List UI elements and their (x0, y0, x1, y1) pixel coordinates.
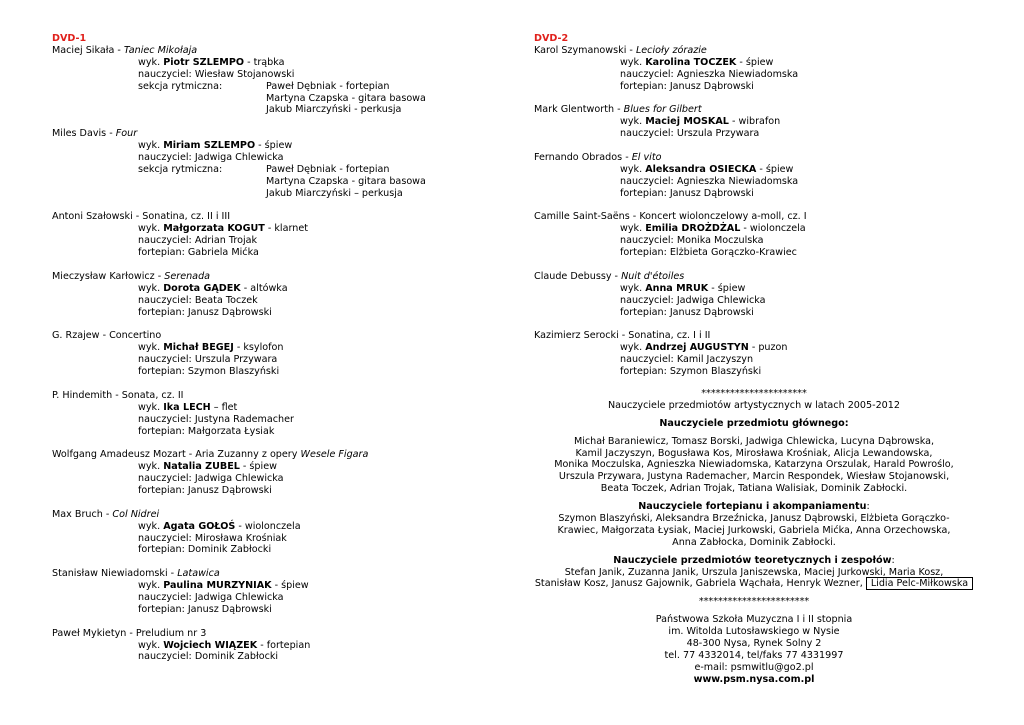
composer: Fernando Obrados - (534, 152, 632, 164)
teacher-line (534, 188, 974, 200)
spacer (534, 318, 974, 330)
dvd2-title: DVD-2 (534, 33, 569, 44)
performer-name: Agata GOŁOŚ (163, 520, 236, 532)
teacher-names-line: Kamil Jaczyszyn, Bogusława Kos, Mirosława Krośniak, Alicja Lewandowska, (575, 447, 933, 459)
spacer (52, 116, 492, 128)
rhythm-section-line (52, 176, 492, 188)
teacher-line (534, 295, 974, 307)
spacer (52, 556, 492, 568)
theory-heading-text: Nauczyciele przedmiotów teoretycznych i zespołów (613, 554, 892, 566)
teacher-line (52, 295, 492, 307)
performer-line (52, 580, 492, 592)
rhythm-section-member: Jakub Miarczyński - perkusja (266, 104, 402, 116)
performer-name: Anna MRUK (645, 282, 709, 294)
teacher-text: nauczyciel: Jadwiga Chlewicka (138, 473, 284, 485)
main-teachers-list (534, 436, 974, 495)
performer-instrument: - śpiew (756, 163, 794, 175)
piece-title (52, 271, 492, 283)
performer-prefix: wyk. (138, 461, 164, 473)
performer-prefix: wyk. (138, 639, 164, 651)
rhythm-section-line (52, 164, 492, 176)
piece-title (52, 568, 492, 580)
dvd2-column (534, 33, 974, 686)
teacher-line (534, 354, 974, 366)
performer-instrument: - śpiew (255, 140, 293, 152)
program-item (534, 271, 974, 330)
teacher-text: nauczyciel: Jadwiga Chlewicka (138, 591, 284, 603)
performer-instrument: - śpiew (239, 461, 277, 473)
piece-title (534, 330, 974, 342)
teacher-line (534, 81, 974, 93)
address-line: im. Witolda Lutosławskiego w Nysie (668, 626, 840, 638)
performer-prefix: wyk. (620, 56, 646, 68)
teacher-names-line: Krawiec, Małgorzata Łysiak, Maciej Jurkowski, Gabriela Mićka, Anna Orzechowska, (557, 524, 951, 536)
spacer (52, 497, 492, 509)
work-title: Wesele Figara (300, 449, 369, 461)
dvd1-program (52, 45, 492, 663)
performer-prefix: wyk. (138, 580, 164, 592)
teacher-names-line: Michał Baraniewicz, Tomasz Borski, Jadwiga Chlewicka, Lucyna Dąbrowska, (573, 435, 935, 447)
performer-instrument: - puzon (748, 342, 788, 354)
performer-line (534, 223, 974, 235)
performer-instrument: - śpiew (736, 56, 774, 68)
work-title: Lecioły zórazie (635, 45, 707, 56)
composer: Kazimierz Serocki - Sonatina, cz. I i II (534, 330, 711, 342)
performer-instrument: - wiolonczela (740, 223, 806, 235)
program-item (52, 330, 492, 389)
highlighted-name-box: Lidia Pelc-Miłkowska (866, 577, 973, 590)
rhythm-section-line (52, 188, 492, 200)
performer-prefix: wyk. (138, 520, 164, 532)
program-item (52, 449, 492, 508)
program-item (52, 271, 492, 330)
program-item (52, 568, 492, 627)
spacer (52, 378, 492, 390)
work-title: Blues for Gilbert (623, 104, 702, 116)
teacher-line (52, 533, 492, 545)
performer-name: Karolina TOCZEK (645, 56, 737, 68)
performer-line (52, 283, 492, 295)
piece-title (52, 45, 492, 57)
teacher-text: fortepian: Dominik Zabłocki (138, 544, 272, 556)
main-teachers-heading: Nauczyciele przedmiotu głównego: (659, 417, 849, 429)
composer: Miles Davis - (52, 128, 116, 140)
performer-name: Andrzej AUGUSTYN (645, 342, 749, 354)
teacher-text: fortepian: Janusz Dąbrowski (138, 603, 272, 615)
teacher-names-line: Szymon Blaszyński, Aleksandra Brzeźnicka, Janusz Dąbrowski, Elżbieta Gorączko- (558, 512, 950, 524)
performer-prefix: wyk. (138, 401, 164, 413)
teacher-line (534, 366, 974, 378)
performer-line (534, 57, 974, 69)
theory-line-1: Stefan Janik, Zuzanna Janik, Urszula Janiszewska, Maciej Jurkowski, Maria Kosz, (564, 566, 944, 578)
teacher-text: fortepian: Gabriela Mićka (138, 247, 259, 259)
performer-name: Dorota GĄDEK (163, 282, 241, 294)
spacer (52, 437, 492, 449)
teacher-text: fortepian: Janusz Dąbrowski (620, 80, 754, 92)
performer-prefix: wyk. (620, 116, 646, 128)
teacher-line (534, 247, 974, 259)
teacher-line (52, 604, 492, 616)
address-line: tel. 77 4332014, tel/faks 77 4331997 (664, 649, 844, 661)
stars-divider: ********************** (701, 387, 807, 399)
performer-line (534, 164, 974, 176)
performer-instrument: - klarnet (264, 223, 308, 235)
rhythm-section-line (52, 81, 492, 93)
work-title: Four (115, 128, 138, 140)
rhythm-section-line (52, 93, 492, 105)
performer-line (52, 402, 492, 414)
performer-line (52, 461, 492, 473)
performer-name: Paulina MURZYNIAK (163, 580, 272, 592)
performer-prefix: wyk. (620, 342, 646, 354)
theory-line-2 (534, 578, 974, 590)
composer: Paweł Mykietyn - Preludium nr 3 (52, 627, 207, 639)
teacher-text: nauczyciel: Adrian Trojak (138, 235, 258, 247)
composer: Claude Debussy - (534, 270, 622, 282)
performer-instrument: - wiolonczela (235, 520, 301, 532)
piece-title (52, 128, 492, 140)
composer: Maciej Sikała - (52, 45, 124, 56)
performer-instrument: - trąbka (244, 56, 285, 68)
teacher-line (52, 485, 492, 497)
teacher-line (534, 176, 974, 188)
performer-line (52, 223, 492, 235)
spacer (534, 200, 974, 212)
teacher-line (52, 69, 492, 81)
teacher-line (52, 366, 492, 378)
teacher-text: nauczyciel: Agnieszka Niewiadomska (620, 175, 799, 187)
piano-heading-text: Nauczyciele fortepianu i akompaniamentu (638, 501, 867, 513)
piece-title (52, 509, 492, 521)
performer-instrument: - śpiew (708, 282, 746, 294)
performer-name: Małgorzata KOGUT (163, 223, 265, 235)
address-line: Państwowa Szkoła Muzyczna I i II stopnia (655, 614, 853, 626)
performer-line (52, 640, 492, 652)
program-item (52, 45, 492, 128)
composer: P. Hindemith - Sonata, cz. II (52, 389, 184, 401)
teacher-line (52, 247, 492, 259)
program-item (534, 152, 974, 211)
teacher-line (534, 69, 974, 81)
teacher-text: fortepian: Janusz Dąbrowski (138, 484, 272, 496)
theory-teachers-heading (534, 555, 974, 567)
performer-name: Emilia DROŻDŻAL (645, 223, 741, 235)
rhythm-section-label: sekcja rytmiczna: (138, 163, 223, 175)
performer-prefix: wyk. (138, 342, 164, 354)
piano-teachers-heading (534, 501, 974, 513)
address-line: 48-300 Nysa, Rynek Solny 2 (686, 638, 822, 650)
rhythm-section-label: sekcja rytmiczna: (138, 80, 223, 92)
performer-instrument: – flet (210, 401, 238, 413)
piece-title (52, 211, 492, 223)
performer-prefix: wyk. (620, 282, 646, 294)
piano-teachers-list (534, 513, 974, 549)
teacher-line (52, 414, 492, 426)
performer-line (534, 342, 974, 354)
performer-name: Michał BEGEJ (163, 342, 234, 354)
rhythm-section-line (52, 104, 492, 116)
piece-title (52, 628, 492, 640)
performer-instrument: - wibrafon (728, 116, 781, 128)
teacher-names-line: Urszula Przywara, Justyna Rademacher, Marcin Respondek, Wiesław Stojanowski, (558, 471, 950, 483)
teacher-text: nauczyciel: Kamil Jaczyszyn (620, 354, 754, 366)
teacher-line (52, 592, 492, 604)
dvd2-program (534, 45, 974, 378)
teacher-line (52, 235, 492, 247)
spacer (534, 140, 974, 152)
composer: Wolfgang Amadeusz Mozart - Aria Zuzanny z opery (52, 449, 301, 461)
program-item (52, 390, 492, 449)
spacer (534, 93, 974, 105)
performer-instrument: - fortepian (257, 639, 311, 651)
performer-line (52, 57, 492, 69)
rhythm-section-member: Jakub Miarczyński – perkusja (266, 187, 403, 199)
piece-title (534, 152, 974, 164)
rhythm-section-member: Paweł Dębniak - fortepian (266, 80, 390, 92)
theory-line-2-text: Stanisław Kosz, Janusz Gajownik, Gabriela Wąchała, Henryk Wezner, (534, 578, 863, 590)
spacer (534, 259, 974, 271)
teacher-names-line: Anna Zabłocka, Dominik Zabłocki. (672, 536, 836, 548)
teacher-text: fortepian: Szymon Blaszyński (620, 366, 762, 378)
composer: Mieczysław Karłowicz - (52, 270, 165, 282)
performer-name: Wojciech WIĄZEK (163, 639, 258, 651)
piece-title (534, 211, 974, 223)
work-title: Col Nidrei (112, 508, 160, 520)
program-item (534, 45, 974, 104)
teacher-text: fortepian: Janusz Dąbrowski (138, 306, 272, 318)
teacher-text: nauczyciel: Urszula Przywara (138, 354, 278, 366)
composer: Mark Glentworth - (534, 104, 624, 116)
work-title: El vito (631, 152, 662, 164)
composer: Stanisław Niewiadomski - (52, 568, 178, 580)
teacher-line (534, 128, 974, 140)
teacher-text: nauczyciel: Mirosława Krośniak (138, 532, 287, 544)
program-item (52, 628, 492, 664)
composer: G. Rzajew - Concertino (52, 330, 162, 342)
rhythm-section-member: Paweł Dębniak - fortepian (266, 163, 390, 175)
piece-title (534, 271, 974, 283)
teacher-line (52, 307, 492, 319)
piece-title (52, 449, 492, 461)
piece-title (534, 104, 974, 116)
theory-heading-colon: : (891, 554, 895, 566)
teacher-text: nauczyciel: Monika Moczulska (620, 235, 764, 247)
teacher-text: nauczyciel: Jadwiga Chlewicka (138, 152, 284, 164)
teacher-text: fortepian: Janusz Dąbrowski (620, 187, 754, 199)
teacher-line (52, 354, 492, 366)
teacher-text: nauczyciel: Agnieszka Niewiadomska (620, 68, 799, 80)
teacher-names-line: Monika Moczulska, Agnieszka Niewiadomska, Katarzyna Orszulak, Harald Powroślo, (554, 459, 954, 471)
composer: Max Bruch - (52, 508, 113, 520)
performer-line (52, 140, 492, 152)
spacer (52, 259, 492, 271)
teacher-names-line: Beata Toczek, Adrian Trojak, Tatiana Walisiak, Dominik Zabłocki. (600, 483, 908, 495)
work-title: Latawica (177, 568, 220, 580)
piece-title (52, 390, 492, 402)
spacer (52, 200, 492, 212)
teacher-text: nauczyciel: Beata Toczek (138, 294, 258, 306)
composer: Antoni Szałowski - Sonatina, cz. II i III (52, 211, 231, 223)
performer-prefix: wyk. (138, 56, 164, 68)
teacher-text: fortepian: Janusz Dąbrowski (620, 306, 754, 318)
teachers-section (534, 388, 974, 686)
performer-name: Piotr SZLEMPO (163, 56, 245, 68)
rhythm-section-member: Martyna Czapska - gitara basowa (266, 175, 426, 187)
performer-name: Natalia ZUBEL (163, 461, 240, 473)
teacher-text: fortepian: Szymon Blaszyński (138, 366, 280, 378)
dvd1-column (52, 33, 492, 663)
spacer (52, 616, 492, 628)
teacher-text: nauczyciel: Justyna Rademacher (138, 413, 294, 425)
teacher-text: fortepian: Małgorzata Łysiak (138, 425, 275, 437)
teacher-line (534, 235, 974, 247)
school-website: www.psm.nysa.com.pl (693, 673, 815, 685)
work-title: Serenada (164, 270, 211, 282)
teacher-text: fortepian: Elżbieta Gorączko-Krawiec (620, 247, 797, 259)
teachers-title: Nauczyciele przedmiotów artystycznych w latach 2005-2012 (607, 399, 900, 411)
program-item (534, 330, 974, 378)
teacher-text: nauczyciel: Urszula Przywara (620, 128, 760, 140)
stars-divider-2: *********************** (698, 596, 810, 608)
teacher-text: nauczyciel: Jadwiga Chlewicka (620, 294, 766, 306)
address-line: e-mail: psmwitlu@go2.pl (694, 661, 814, 673)
dvd1-title: DVD-1 (52, 33, 87, 44)
teacher-text: nauczyciel: Dominik Zabłocki (138, 651, 279, 663)
piece-title (534, 45, 974, 57)
program-item (534, 104, 974, 152)
performer-prefix: wyk. (620, 163, 646, 175)
work-title: Taniec Mikołaja (123, 45, 198, 56)
teacher-line (52, 544, 492, 556)
performer-prefix: wyk. (138, 223, 164, 235)
performer-prefix: wyk. (620, 223, 646, 235)
performer-line (52, 342, 492, 354)
school-address (534, 614, 974, 673)
performer-line (534, 283, 974, 295)
rhythm-section-member: Martyna Czapska - gitara basowa (266, 92, 426, 104)
work-title: Nuit d'étoiles (621, 270, 685, 282)
performer-name: Aleksandra OSIECKA (645, 163, 757, 175)
performer-instrument: - śpiew (271, 580, 309, 592)
performer-name: Maciej MOSKAL (645, 116, 729, 128)
performer-name: Miriam SZLEMPO (163, 140, 256, 152)
piano-heading-colon: : (866, 501, 870, 513)
teacher-line (534, 307, 974, 319)
teacher-line (52, 473, 492, 485)
performer-instrument: - altówka (240, 282, 288, 294)
performer-line (534, 116, 974, 128)
teacher-line (52, 426, 492, 438)
performer-prefix: wyk. (138, 282, 164, 294)
composer: Karol Szymanowski - (534, 45, 636, 56)
performer-prefix: wyk. (138, 140, 164, 152)
spacer (52, 318, 492, 330)
performer-name: Ika LECH (163, 401, 211, 413)
program-item (52, 509, 492, 568)
program-item (52, 128, 492, 211)
composer: Camille Saint-Saëns - Koncert wiolonczelowy a-moll, cz. I (534, 211, 807, 223)
teacher-line (52, 651, 492, 663)
program-item (52, 211, 492, 270)
program-item (534, 211, 974, 270)
performer-line (52, 521, 492, 533)
piece-title (52, 330, 492, 342)
teacher-text: nauczyciel: Wiesław Stojanowski (138, 68, 295, 80)
performer-instrument: - ksylofon (233, 342, 284, 354)
teacher-line (52, 152, 492, 164)
